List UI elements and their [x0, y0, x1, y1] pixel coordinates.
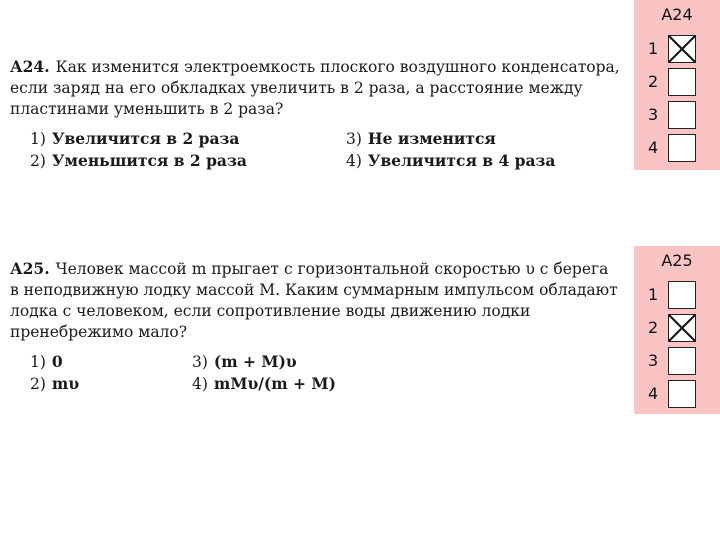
answer-option-row[interactable]: 4: [634, 134, 720, 164]
answer-option-row[interactable]: 1: [634, 281, 720, 311]
answer-option-2: 2) mυ: [30, 374, 80, 393]
checkbox[interactable]: [668, 101, 696, 129]
answer-option-2: 2) Уменьшится в 2 раза: [30, 151, 247, 170]
answer-option-row[interactable]: 1: [634, 35, 720, 65]
answer-option-row[interactable]: 4: [634, 380, 720, 410]
answer-option-row[interactable]: 2: [634, 314, 720, 344]
answer-list: [10, 351, 620, 395]
checkbox-checked[interactable]: [668, 35, 696, 63]
question-a25: [10, 258, 620, 395]
x-mark-icon: [668, 314, 696, 342]
panel-title: A25: [661, 251, 693, 270]
answer-option-3: 3) Не изменится: [346, 129, 496, 148]
answer-option-1: 1) Увеличится в 2 раза: [30, 129, 240, 148]
checkbox[interactable]: [668, 347, 696, 375]
answer-list: [10, 128, 620, 172]
answer-panel-a24: [634, 0, 720, 170]
x-mark-icon: [668, 35, 696, 63]
question-number: А24.: [10, 57, 50, 76]
checkbox[interactable]: [668, 68, 696, 96]
answer-option-4: 4) mMυ/(m + M): [192, 374, 336, 393]
checkbox[interactable]: [668, 380, 696, 408]
panel-title: A24: [661, 5, 693, 24]
checkbox[interactable]: [668, 281, 696, 309]
checkbox[interactable]: [668, 134, 696, 162]
question-number: А25.: [10, 259, 50, 278]
answer-option-3: 3) (m + M)υ: [192, 352, 297, 371]
answer-option-4: 4) Увеличится в 4 раза: [346, 151, 556, 170]
answer-panel-a25: [634, 246, 720, 414]
answer-option-row[interactable]: 2: [634, 68, 720, 98]
question-text: Человек массой m прыгает с горизонтальной скоростью υ с берега в неподвижную лодку массой M. Каким суммарным импульсом обладают лодка с человеком, если сопротивление воды движению лодки пренебрежимо мало?: [10, 260, 618, 341]
question-a24: [10, 56, 620, 172]
answer-option-1: 1) 0: [30, 352, 63, 371]
question-text: Как изменится электроемкость плоского воздушного конденсатора, если заряд на его обкладках увеличить в 2 раза, а расстояние между пластинами уменьшить в 2 раза?: [10, 58, 620, 118]
answer-option-row[interactable]: 3: [634, 347, 720, 377]
checkbox-checked[interactable]: [668, 314, 696, 342]
answer-option-row[interactable]: 3: [634, 101, 720, 131]
